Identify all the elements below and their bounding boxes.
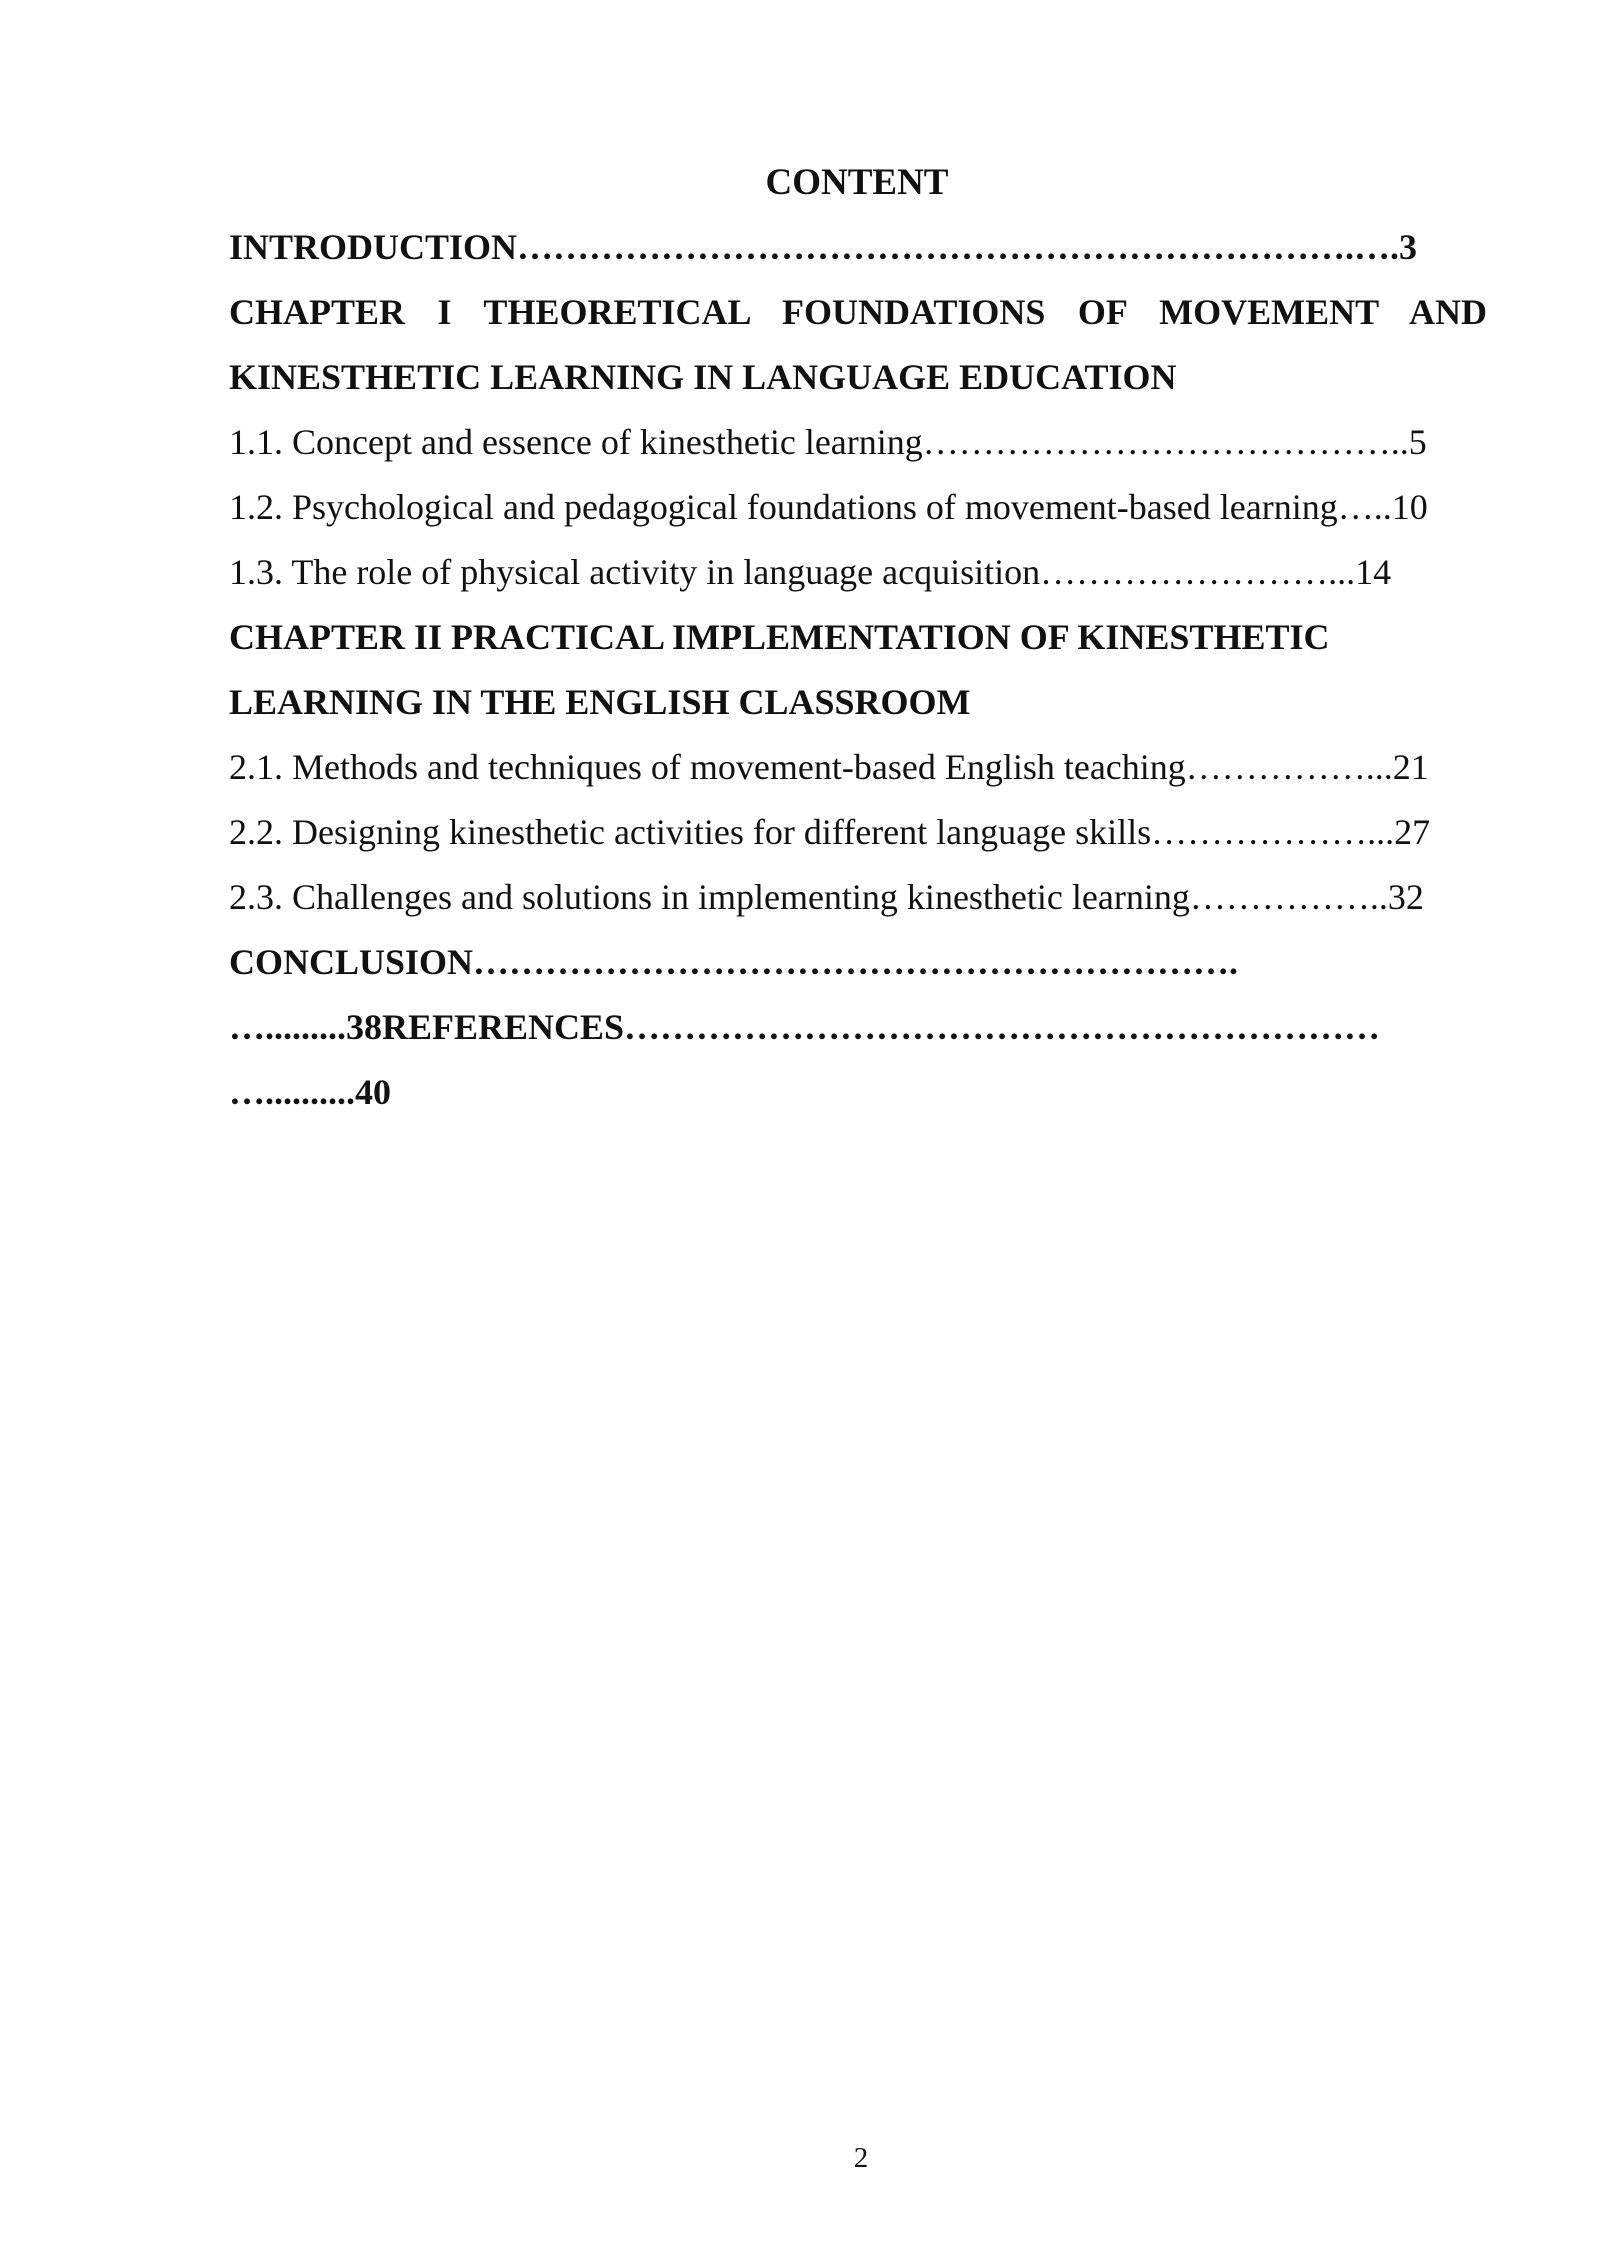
toc-entry-references: ….........38REFERENCES……………………………………………………… xyxy=(229,1007,1381,1047)
page-number: 2 xyxy=(853,2142,869,2174)
toc-entry-2-3: 2.3. Challenges and solutions in implementing kinesthetic learning……………..32 xyxy=(229,877,1424,917)
toc-entry-references-page: …..........40 xyxy=(229,1072,391,1112)
toc-chapter-1-heading-line-1: CHAPTER I THEORETICAL FOUNDATIONS OF MOVEMENT AND xyxy=(229,292,1487,332)
toc-entry-1-1: 1.1. Concept and essence of kinesthetic learning…………………………………..5 xyxy=(229,422,1427,462)
table-of-contents xyxy=(229,150,1487,1125)
toc-entry-1-2: 1.2. Psychological and pedagogical foundations of movement-based learning…..10 xyxy=(229,487,1428,527)
toc-entry-2-2: 2.2. Designing kinesthetic activities for different language skills………………...27 xyxy=(229,812,1431,852)
toc-chapter-1-heading-line-2: KINESTHETIC LEARNING IN LANGUAGE EDUCATION xyxy=(229,357,1177,397)
toc-title: CONTENT xyxy=(765,162,949,203)
toc-entry-1-3: 1.3. The role of physical activity in language acquisition……………………...14 xyxy=(229,552,1392,592)
toc-chapter-2-heading-line-1: CHAPTER II PRACTICAL IMPLEMENTATION OF KINESTHETIC xyxy=(229,617,1330,657)
toc-chapter-2-heading-line-2: LEARNING IN THE ENGLISH CLASSROOM xyxy=(229,682,971,722)
toc-entry-conclusion: CONCLUSION………………………………………………………. xyxy=(229,942,1239,982)
toc-entry-introduction: INTRODUCTION…………………………………………………………….….3 xyxy=(229,227,1418,267)
toc-entry-2-1: 2.1. Methods and techniques of movement-based English teaching……………...21 xyxy=(229,747,1429,787)
